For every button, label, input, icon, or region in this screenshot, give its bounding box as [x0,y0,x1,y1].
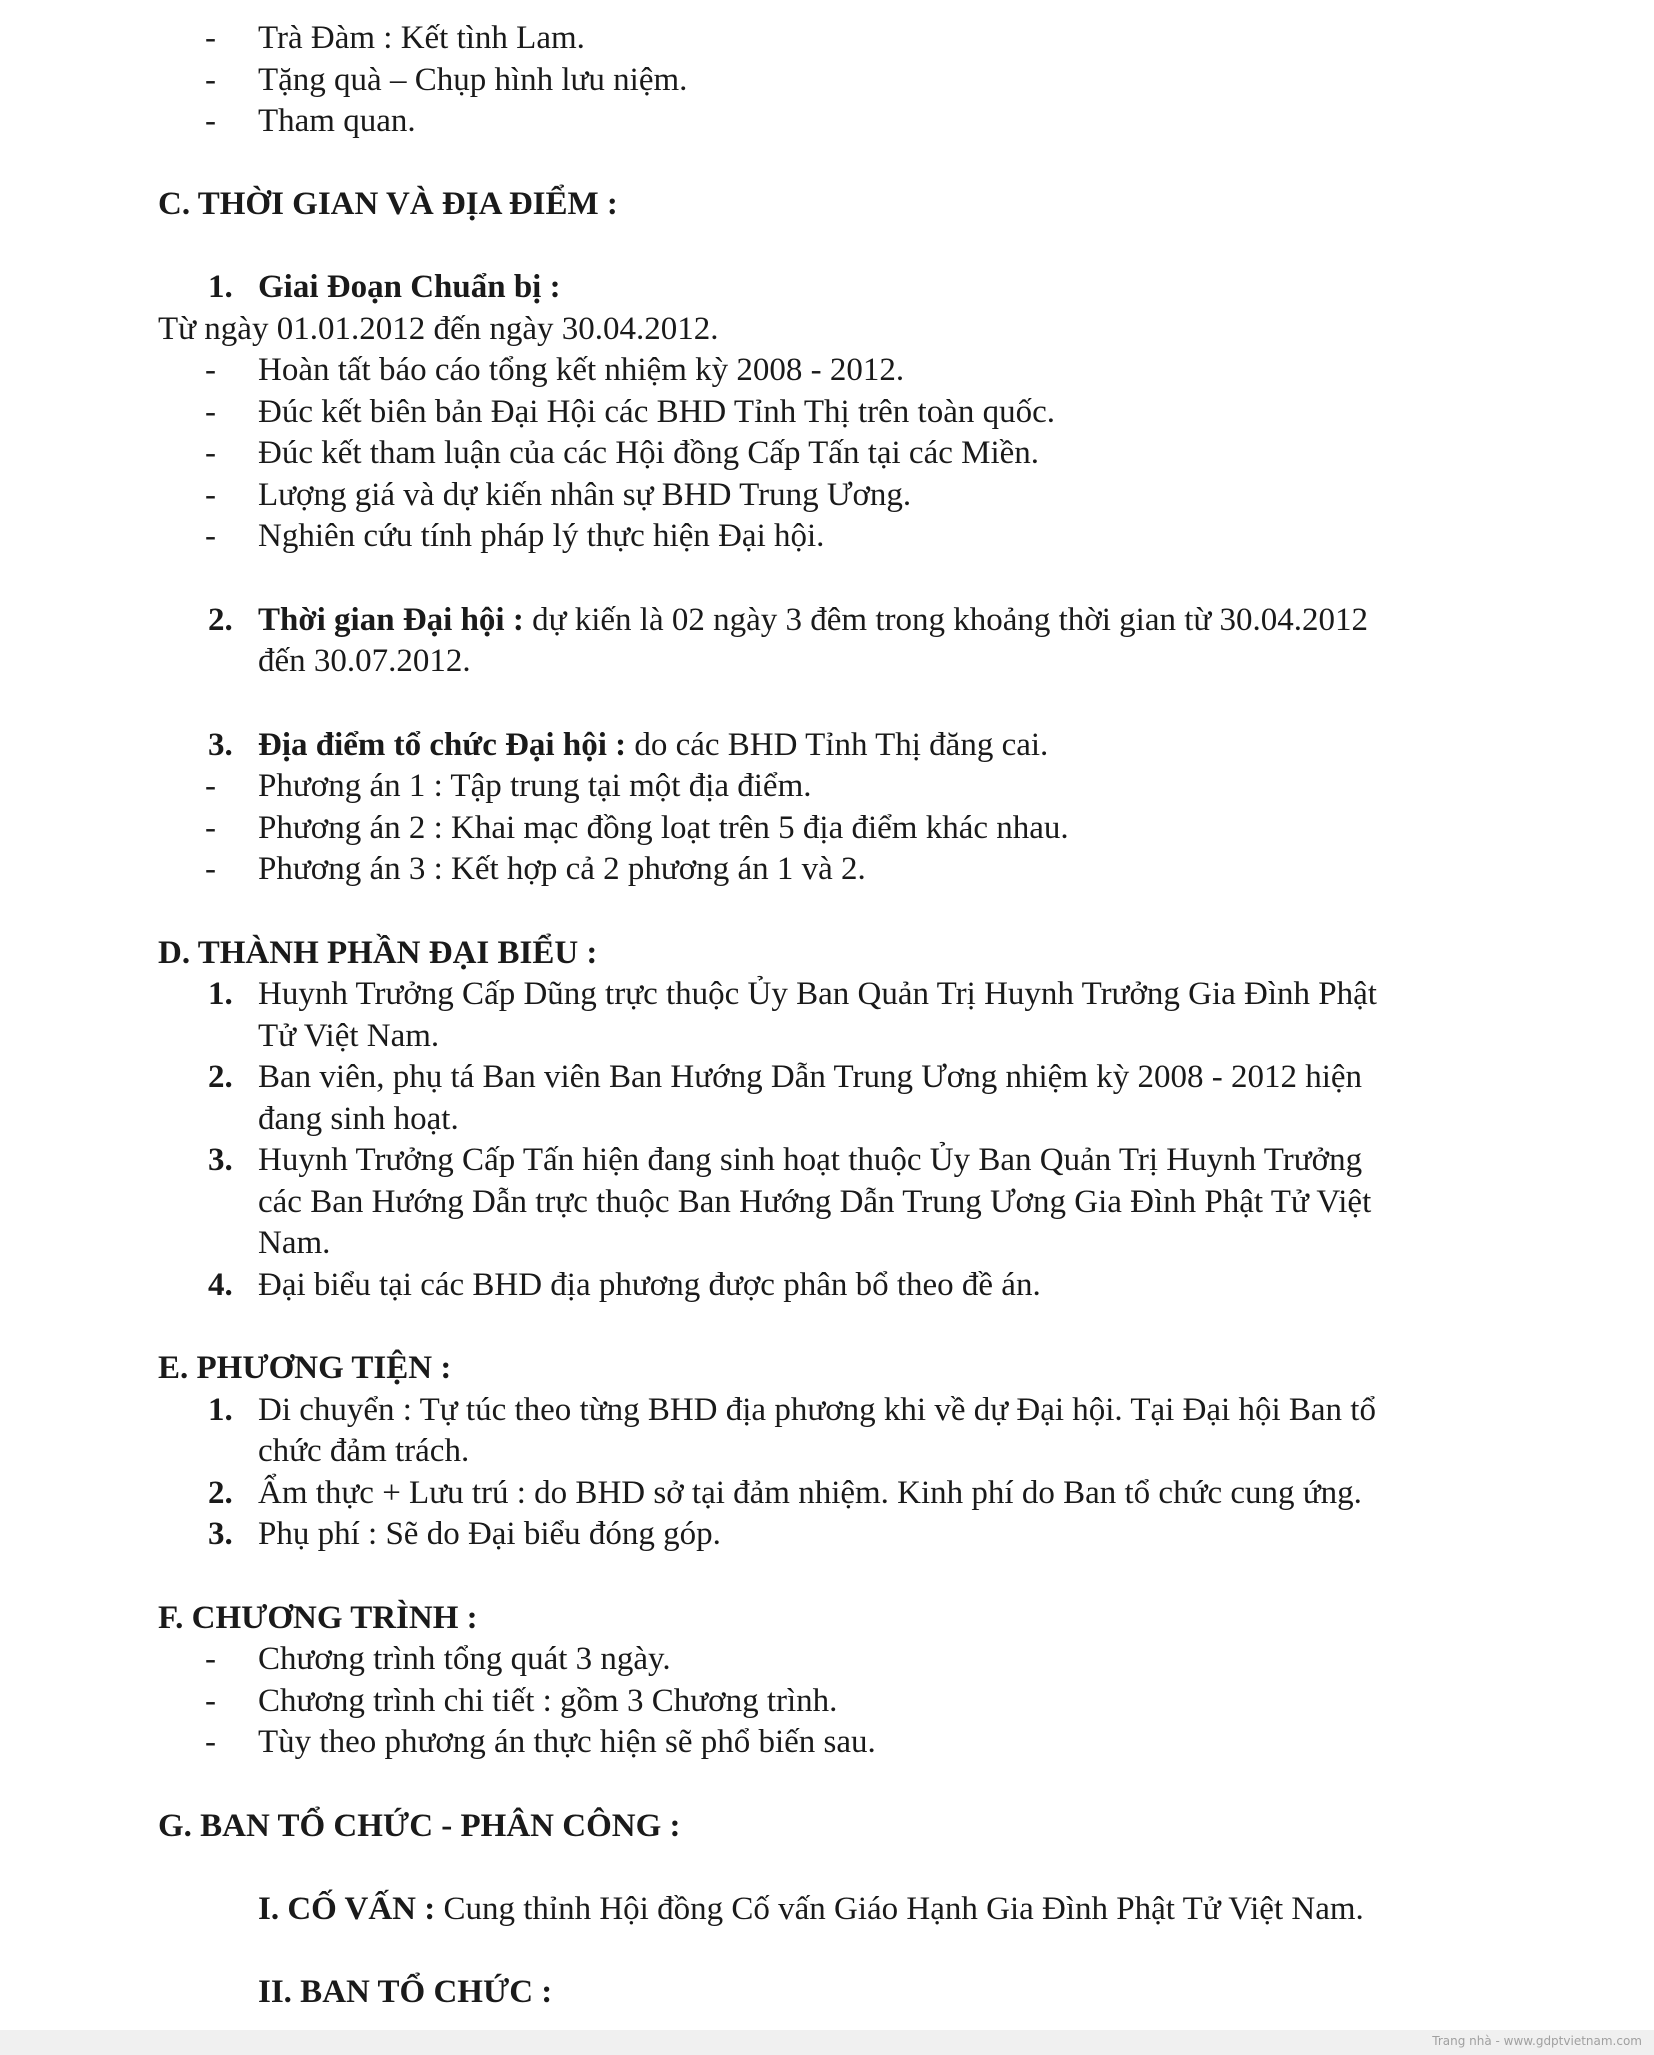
numbered-item: 3. Địa điểm tổ chức Đại hội : do các BHD Tỉnh Thị đăng cai. [208,727,1049,763]
bullet: - [205,103,216,139]
date-range: Từ ngày 01.01.2012 đến ngày 30.04.2012. [158,311,719,347]
numbered-item: 1. Huynh Trưởng Cấp Dũng trực thuộc Ủy Ban Quản Trị Huynh Trưởng Gia Đình Phật [208,976,1377,1012]
document-page: - Trà Đàm : Kết tình Lam. - Tặng quà – Chụp hình lưu niệm. - Tham quan. C. THỜI GIAN VÀ ĐỊA ĐIỂM : 1. Giai Đoạn Chuẩn bị : Từ ngày 01.01.2012 đến ngày 30.04.2012. - Hoàn tất báo cáo tổng kết nhiệm kỳ 2008 - 2012. - Đúc kết biên bản Đại Hội các BHD Tỉnh Thị trên toàn quốc. - Đúc kết tham luận của các Hội đồng Cấp Tấn tại các Miền. - Lượng giá và dự kiến nhân sự BHD Trung Ương. - Nghiên cứu tính pháp lý thực hiện Đại hội. 2. Thời gian Đại hội : dự kiến là 02 ngày 3 đêm trong khoảng thời gian từ 30.04.2012 đến 30.07.2012. 3. Địa điểm tổ chức Đại hội : do các BHD Tỉnh Thị đăng cai. - Phương án 1 : Tập trung tại một địa điểm. - Phương án 2 : Khai mạc đồng loạt trên 5 địa điểm khác nhau. - Phương án 3 : Kết hợp cả 2 phương án 1 và 2. D. THÀNH PHẦN ĐẠI BIỂU : 1. Huynh Trưởng Cấp Dũng trực thuộc Ủy Ban Quản Trị Huynh Trưởng Gia Đình Phật Tử Việt Nam. 2. Ban viên, phụ tá Ban viên Ban Hướng Dẫn Trung Ương nhiệm kỳ 2008 - 2012 hiện đang sinh hoạt. 3. Huynh Trưởng Cấp Tấn hiện đang sinh hoạt thuộc Ủy Ban Quản Trị Huynh Trưởng các Ban Hướng Dẫn trực thuộc Ban Hướng Dẫn Trung Ương Gia Đình Phật Tử Việt Nam. 4. Đại biểu tại các BHD địa phương được phân bổ theo đề án. E. PHƯƠNG TIỆN : 1. Di chuyển : Tự túc theo từng BHD địa phương khi về dự Đại hội. Tại Đại hội Ban tổ chức đảm trách. 2. Ẩm thực + Lưu trú : do BHD sở tại đảm nhiệm. Kinh phí do Ban tổ chức cung ứng. 3. Phụ phí : Sẽ do Đại biểu đóng góp. F. CHƯƠNG TRÌNH : - Chương trình tổng quát 3 ngày. - Chương trình chi tiết : gồm 3 Chương trình. - Tùy theo phương án thực hiện sẽ phổ biến sau. G. BAN TỔ CHỨC - PHÂN CÔNG : I. CỐ VẤN : Cung thỉnh Hội đồng Cố vấn Giáo Hạnh Gia Đình Phật Tử Việt Nam. II. BAN TỔ CHỨC : [158,20,1377,2010]
numbered-item-continuation: chức đảm trách. [258,1433,470,1469]
numbered-item-continuation: Nam. [258,1225,331,1261]
subsection-heading: 1. Giai Đoạn Chuẩn bị : [208,269,561,305]
numbered-item: 3. Phụ phí : Sẽ do Đại biểu đóng góp. [208,1516,721,1552]
section-heading-c: C. THỜI GIAN VÀ ĐỊA ĐIỂM : [158,186,618,222]
subsection-co-van: I. CỐ VẤN : Cung thỉnh Hội đồng Cố vấn Giáo Hạnh Gia Đình Phật Tử Việt Nam. [258,1891,1364,1927]
bullet: - [205,62,216,98]
section-heading-f: F. CHƯƠNG TRÌNH : [158,1600,478,1636]
numbered-item-continuation: đang sinh hoạt. [258,1101,459,1137]
subsection-ban-to-chuc: II. BAN TỔ CHỨC : [258,1974,553,2010]
footer-watermark: Trang nhà - www.gdptvietnam.com [1432,2034,1642,2048]
numbered-item: 3. Huynh Trưởng Cấp Tấn hiện đang sinh hoạt thuộc Ủy Ban Quản Trị Huynh Trưởng [208,1142,1363,1178]
numbered-item-continuation: các Ban Hướng Dẫn trực thuộc Ban Hướng Dẫn Trung Ương Gia Đình Phật Tử Việt [258,1184,1372,1220]
numbered-item: 1. Di chuyển : Tự túc theo từng BHD địa phương khi về dự Đại hội. Tại Đại hội Ban tổ [208,1392,1376,1428]
numbered-item: 4. Đại biểu tại các BHD địa phương được phân bổ theo đề án. [208,1267,1041,1303]
numbered-item-continuation: đến 30.07.2012. [258,643,471,679]
section-heading-d: D. THÀNH PHẦN ĐẠI BIỂU : [158,935,598,971]
footer-bar [0,2030,1654,2055]
numbered-item: 2. Ban viên, phụ tá Ban viên Ban Hướng Dẫn Trung Ương nhiệm kỳ 2008 - 2012 hiện [208,1059,1363,1095]
bullet: - [205,20,216,56]
numbered-item: 2. Ẩm thực + Lưu trú : do BHD sở tại đảm nhiệm. Kinh phí do Ban tổ chức cung ứng. [208,1475,1362,1511]
numbered-item: 2. Thời gian Đại hội : dự kiến là 02 ngày 3 đêm trong khoảng thời gian từ 30.04.2012 [208,602,1369,638]
numbered-item-continuation: Tử Việt Nam. [258,1018,440,1054]
section-heading-e: E. PHƯƠNG TIỆN : [158,1350,452,1386]
section-heading-g: G. BAN TỔ CHỨC - PHÂN CÔNG : [158,1808,681,1844]
